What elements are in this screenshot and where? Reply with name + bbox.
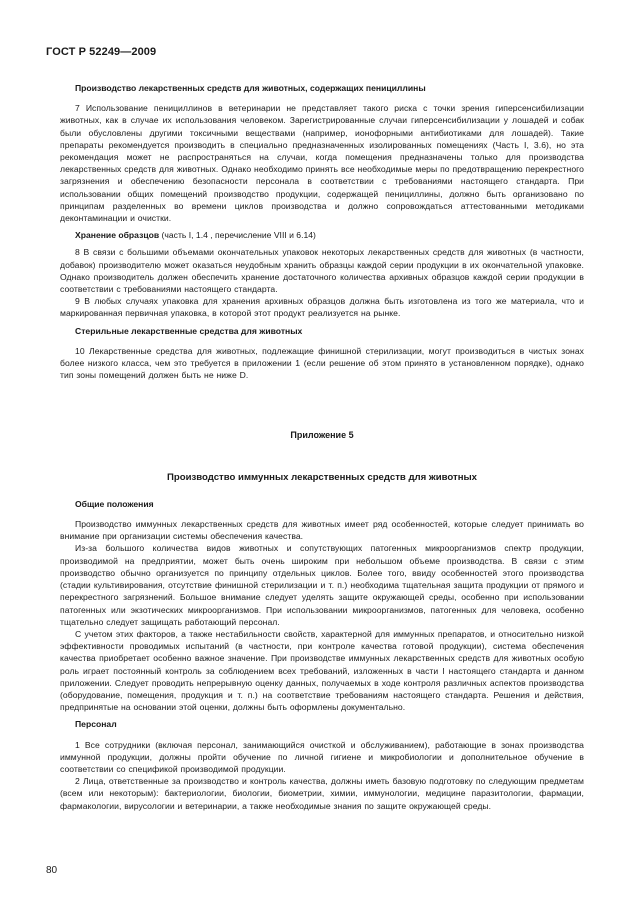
section-heading-samples: [60, 229, 584, 241]
personnel-paragraph-2: 2 Лица, ответственные за производство и контроль качества, должны иметь базовую подготовку по следующим предметам (всем или некоторым): бактериологии, биологии, биометрии, химии, иммунологии, медицине паразитологии, фармации, фармакологии, вирусологии и ветеринарии, а также необходимые знания по защите окружающей среды.: [60, 776, 584, 811]
general-paragraph-2: Из-за большого количества видов животных и сопутствующих патогенных микроорганизмов спектр продукции, производимой на предприятии, может быть очень широким при небольшом объеме производства. В связи с этим производство обычно организуется по принципу отдельных циклов. Более того, ввиду особенностей этого производства (стадии культивирования, отсутствие финишной стерилизации и т. п.) необходима тщательная защита продукции от прямого и перекрестного загрязнений. Большое внимание следует уделять защите окружающей среды, особенно при использовании патогенных или экзотических микроорганизмов. При использовании микроорганизмов, патогенных для человека, особенно тщательно следует защищать работающий персонал.: [60, 543, 584, 627]
personnel-paragraph-1: 1 Все сотрудники (включая персонал, занимающийся очисткой и обслуживанием), работающие в зонах производства иммунной продукции, должны пройти обучение по личной гигиене и микробиологии и дополнительное обучение в соответствии со спецификой производимой продукции.: [60, 739, 584, 774]
samples-title-reference: (часть I, 1.4 , перечисление VIII и 6.14): [159, 230, 316, 241]
section-heading-penicillin: Производство лекарственных средств для животных, содержащих пенициллины: [75, 83, 426, 93]
samples-title: Хранение образцов: [75, 230, 160, 241]
page-number: 80: [46, 865, 58, 876]
section-heading-sterile: Стерильные лекарственные средства для животных: [75, 325, 303, 336]
general-paragraph-1: Производство иммунных лекарственных средств для животных имеет ряд особенностей, которые следует принимать во внимание при организации системы обеспечения качества.: [60, 519, 584, 542]
section-heading-general: Общие положения: [75, 498, 154, 509]
paragraph-10: 10 Лекарственные средства для животных, подлежащие финишной стерилизации, могут производиться в чистых зонах более низкого класса, чем это требуется в приложении 1 (если решение об этом принято в установленном порядке), однако тип зоны помещений должен быть не ниже D.: [60, 345, 584, 381]
appendix-title: Производство иммунных лекарственных средств для животных: [166, 471, 478, 483]
paragraph-8: 8 В связи с большими объемами окончательных упаковок некоторых лекарственных средств для животных (в частности, добавок) производителю может оказаться неудобным хранить образцы каждой серии продукции в их окончательной упаковке. Однако производитель должен обеспечить хранение достаточного количества архивных образцов каждой серии продукции в соответствии с требованиями настоящего стандарта.: [60, 247, 584, 295]
section-heading-personnel: Персонал: [75, 719, 117, 730]
appendix-label: Приложение 5: [290, 430, 354, 441]
page-content: [60, 82, 584, 812]
standard-header: ГОСТ Р 52249—2009: [46, 46, 157, 58]
paragraph-7: 7 Использование пенициллинов в ветеринарии не представляет такого риска с точки зрения гиперсенсибилизации животных, как в случае их использования человеком. Зарегистрированные случаи гиперсенсибилизации у лошадей и собак были обусловлены другими токсичными веществами (например, ионофорными антибиотиками для лошадей). Такие препараты рекомендуется производить в специально предназначенных изолированных помещениях (Часть I, 3.6), но эта рекомендация может не распространяться на случаи, когда помещения предназначены только для производства лекарственных средств для животных. Однако необходимо принять все необходимые меры по предотвращению перекрестного загрязнения и обеспечению безопасности персонала в соответствии с требованиями настоящего стандарта. При использовании общих помещений производство продукции, содержащей пенициллины, должно быть организовано по принципам разделенных во времени циклов производства и должно сопровождаться аттестованными методиками деконтаминации и очистки.: [60, 103, 584, 224]
general-paragraph-3: С учетом этих факторов, а также нестабильности свойств, характерной для иммунных препаратов, и относительно низкой эффективности проводимых испытаний (в частности, при контроле качества готовой продукции), система обеспечения качества приобретает особенно важное значение. При производстве иммунных лекарственных средств для животных особую роль играет постоянный контроль за соблюдением всех требований, изложенных в части I настоящего стандарта и данном приложении. Следует проводить непрерывную оценку данных, получаемых в ходе контроля различных аспектов производства (оборудование, помещения, продукция и т. п.) на соответствие требованиям настоящего стандарта. Решения и действия, предпринятые на основании этой оценки, должны быть оформлены документально.: [60, 628, 584, 713]
paragraph-9: 9 В любых случаях упаковка для хранения архивных образцов должна быть изготовлена из того же материала, что и маркированная первичная упаковка, в которой этот продукт реализуется на рынке.: [60, 296, 584, 319]
